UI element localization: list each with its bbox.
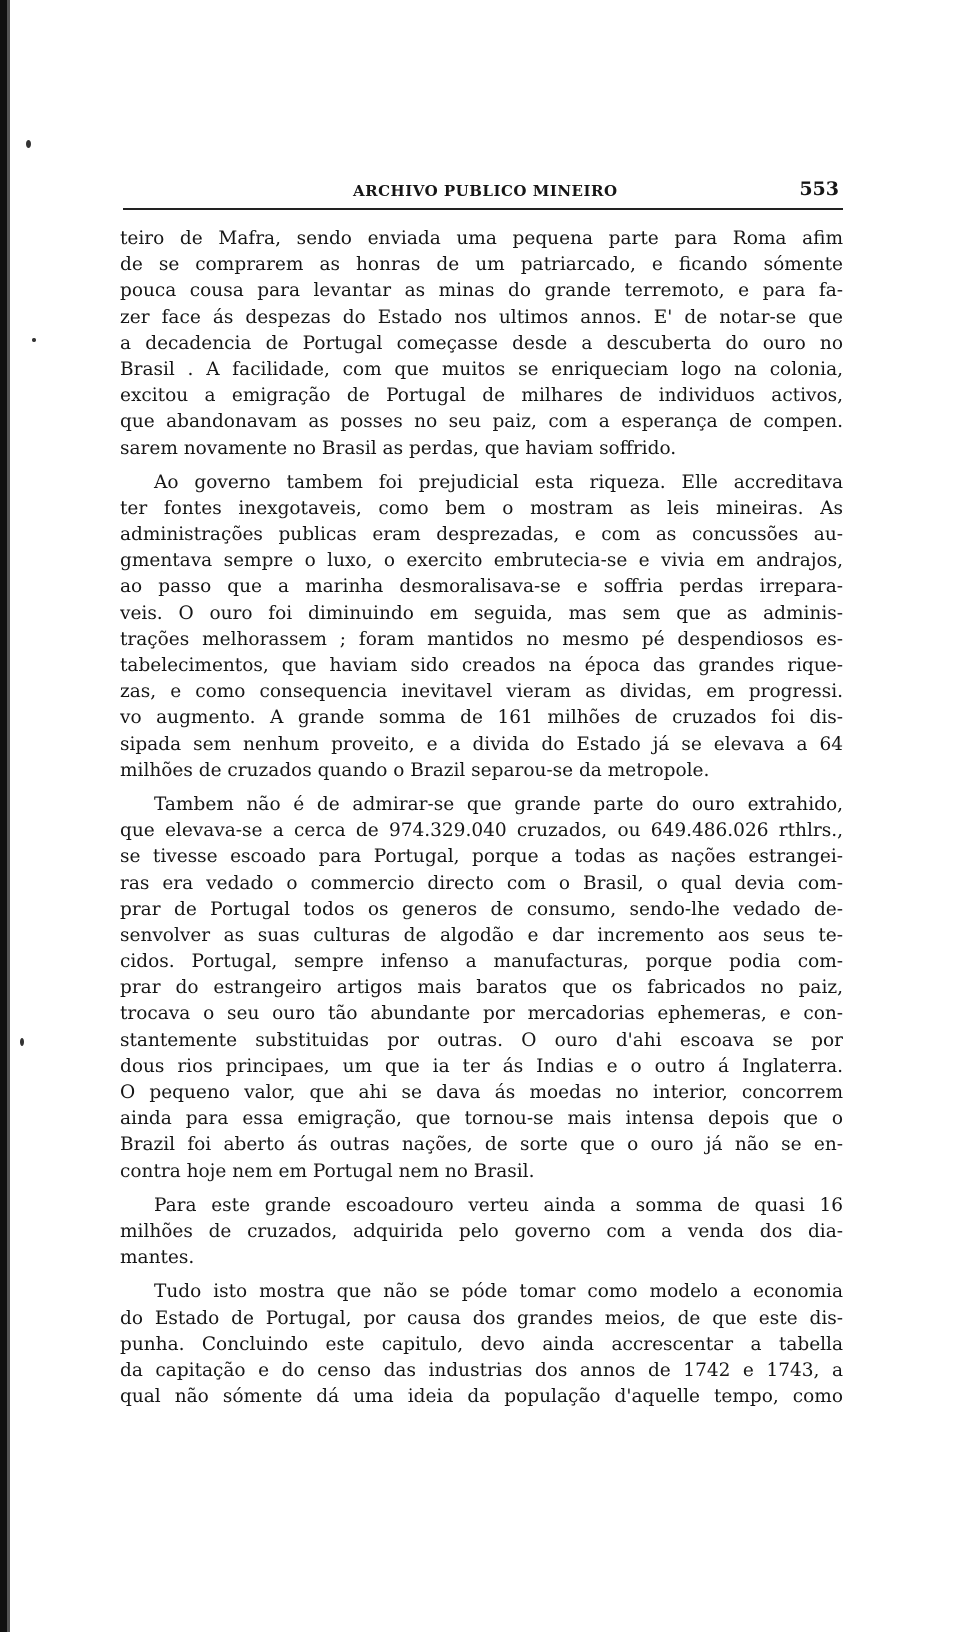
text-line: do Estado de Portugal, por causa dos grandes meios, de que este dis- bbox=[120, 1307, 843, 1329]
paragraph bbox=[120, 470, 843, 784]
text-line: stantemente substituidas por outras. O ouro d'ahi escoava se por bbox=[120, 1029, 843, 1051]
text-line: que elevava-se a cerca de 974.329.040 cruzados, ou 649.486.026 rthlrs., bbox=[120, 820, 843, 842]
ink-speck bbox=[26, 140, 31, 148]
paragraph bbox=[120, 1193, 843, 1272]
text-line: contra hoje nem em Portugal nem no Brasil. bbox=[120, 1160, 535, 1182]
text-line: se tivesse escoado para Portugal, porque a todas as nações estrangei- bbox=[120, 846, 843, 868]
text-line: sipada sem nenhum proveito, e a divida do Estado já se elevava a 64 bbox=[120, 733, 843, 755]
page-number: 553 bbox=[799, 178, 839, 200]
text-line: da capitação e do censo das industrias dos annos de 1742 e 1743, a bbox=[120, 1359, 843, 1381]
text-line: milhões de cruzados, adquirida pelo governo com a venda dos dia- bbox=[120, 1220, 843, 1242]
text-line: ras era vedado o commercio directo com o Brasil, o qual devia com- bbox=[120, 872, 843, 894]
text-line: excitou a emigração de Portugal de milhares de individuos activos, bbox=[120, 385, 843, 407]
text-line: administrações publicas eram desprezadas, e com as concussões au- bbox=[120, 524, 843, 546]
text-line: prar do estrangeiro artigos mais baratos que os fabricados no paiz, bbox=[120, 977, 843, 999]
text-line: ter fontes inexgotaveis, como bem o mostram as leis mineiras. As bbox=[120, 497, 843, 519]
page-binding-shadow bbox=[7, 0, 10, 1632]
text-line: Brazil foi aberto ás outras nações, de sorte que o ouro já não se en- bbox=[120, 1134, 843, 1156]
text-line: tabelecimentos, que haviam sido creados na época das grandes rique- bbox=[120, 655, 843, 676]
paragraph bbox=[120, 792, 843, 1185]
page-header bbox=[123, 178, 843, 208]
text-line: zer face ás despezas do Estado nos ultimos annos. E' de notar-se que bbox=[120, 306, 843, 328]
text-line: sarem novamente no Brasil as perdas, que haviam soffrido. bbox=[120, 437, 677, 459]
text-line: punha. Concluindo este capitulo, devo ainda accrescentar a tabella bbox=[120, 1333, 843, 1355]
text-line: milhões de cruzados quando o Brazil separou-se da metropole. bbox=[120, 759, 710, 781]
text-line: cidos. Portugal, sempre infenso a manufacturas, porque podia com- bbox=[120, 951, 843, 973]
text-line: mantes. bbox=[120, 1247, 195, 1269]
paragraph bbox=[120, 226, 843, 462]
text-line: ainda para essa emigração, que tornou-se mais intensa depois que o bbox=[120, 1108, 843, 1130]
text-line: trocava o seu ouro tão abundante por mercadorias ephemeras, e con- bbox=[120, 1003, 843, 1025]
text-line: a decadencia de Portugal começasse desde a descuberta do ouro no bbox=[120, 332, 843, 354]
page-binding-edge bbox=[0, 0, 7, 1632]
paragraph bbox=[120, 1279, 843, 1410]
text-line: teiro de Mafra, sendo enviada uma pequena parte para Roma afim bbox=[120, 228, 843, 249]
header-rule bbox=[123, 208, 843, 210]
text-line: Brasil . A facilidade, com que muitos se enriqueciam logo na colonia, bbox=[120, 358, 843, 380]
text-line: zas, e como consequencia inevitavel vieram as dividas, em progressi. bbox=[120, 681, 843, 703]
text-line: Ao governo tambem foi prejudicial esta riqueza. Elle accreditava bbox=[154, 471, 843, 493]
text-line: vo augmento. A grande somma de 161 milhões de cruzados foi dis- bbox=[120, 707, 843, 729]
text-line: O pequeno valor, que ahi se dava ás moedas no interior, concorrem bbox=[120, 1082, 843, 1103]
text-line: dous rios principaes, um que ia ter ás Indias e o outro á Inglaterra. bbox=[120, 1055, 843, 1077]
ink-speck bbox=[32, 338, 36, 342]
text-line: de se comprarem as honras de um patriarcado, e ficando sómente bbox=[120, 254, 843, 276]
text-line: senvolver as suas culturas de algodão e dar incremento aos seus te- bbox=[120, 924, 843, 946]
text-line: qual não sómente dá uma ideia da população d'aquelle tempo, como bbox=[120, 1386, 843, 1408]
text-line: Tambem não é de admirar-se que grande parte do ouro extrahido, bbox=[154, 793, 843, 815]
text-line: veis. O ouro foi diminuindo em seguida, mas sem que as adminis- bbox=[120, 602, 843, 624]
text-line: pouca cousa para levantar as minas do grande terremoto, e para fa- bbox=[120, 280, 843, 302]
ink-speck bbox=[20, 1038, 24, 1046]
running-head: ARCHIVO PUBLICO MINEIRO bbox=[353, 182, 618, 200]
text-line: Tudo isto mostra que não se póde tomar como modelo a economia bbox=[154, 1281, 843, 1303]
body-text bbox=[120, 226, 843, 1418]
text-line: prar de Portugal todos os generos de consumo, sendo-lhe vedado de- bbox=[120, 898, 843, 920]
text-line: ao passo que a marinha desmoralisava-se e soffria perdas irrepara- bbox=[120, 576, 843, 598]
text-line: trações melhorassem ; foram mantidos no mesmo pé despendiosos es- bbox=[120, 628, 843, 650]
text-line: Para este grande escoadouro verteu ainda a somma de quasi 16 bbox=[154, 1194, 843, 1216]
text-line: gmentava sempre o luxo, o exercito embrutecia-se e vivia em andrajos, bbox=[120, 550, 843, 572]
text-line: que abandonavam as posses no seu paiz, com a esperança de compen. bbox=[120, 411, 843, 433]
